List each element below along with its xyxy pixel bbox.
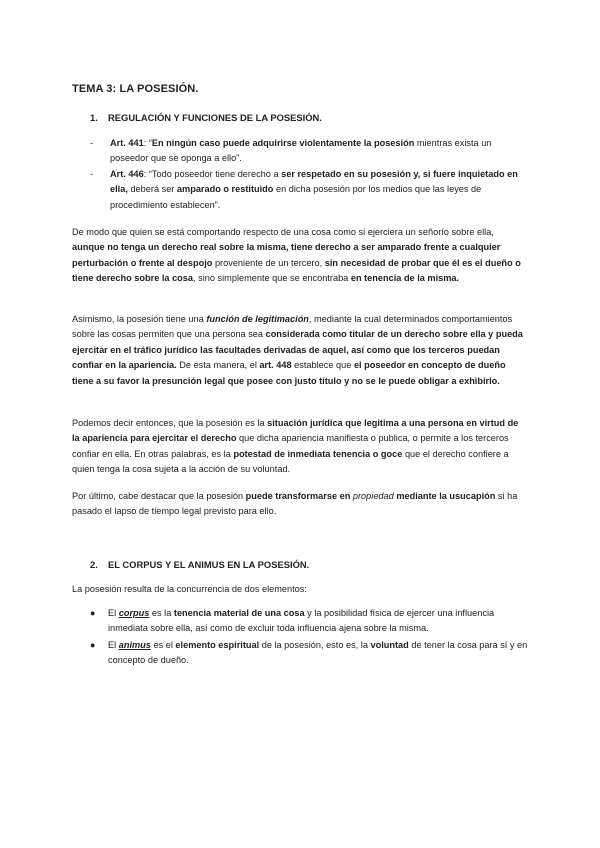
- section-label: EL CORPUS Y EL ANIMUS EN LA POSESIÓN.: [108, 559, 310, 570]
- bold-span: En ningún caso puede adquirirse violentamente la posesión: [151, 138, 415, 148]
- text-span: es la: [149, 608, 174, 618]
- section-heading-2: [90, 557, 309, 572]
- text-span: establece que: [291, 360, 354, 371]
- text-span: que el derecho confiere a quien tenga la cosa sujeta a la acción de su voluntad.: [72, 448, 509, 475]
- article-text: [110, 167, 528, 213]
- text-span: Asimismo, la posesión tiene una: [72, 314, 207, 324]
- dash-marker: -: [90, 169, 94, 179]
- list-item: [90, 606, 528, 637]
- bold-span: puede transformarse en: [245, 491, 353, 501]
- article-number: Art. 446: [110, 169, 144, 179]
- section-label: REGULACIÓN Y FUNCIONES DE LA POSESIÓN.: [108, 112, 322, 123]
- text-span: y la posibilidad física de ejercer una influencia inmediata sobre ella, así como de excluir toda influencia ajena sobre la misma.: [108, 608, 495, 634]
- bold-span: art. 448: [259, 360, 292, 371]
- text-span: mientras exista un poseedor que se oponga a ello”.: [110, 138, 492, 164]
- bold-span: en tenencia de la misma.: [350, 273, 460, 284]
- bold-italic-span: función de legitimación: [206, 314, 309, 324]
- paragraph: [72, 489, 528, 520]
- page-title: TEMA 3: LA POSESIÓN.: [72, 83, 199, 95]
- text-span: , sino simplemente que se encontraba: [193, 273, 351, 284]
- text-span: : “Todo poseedor tiene derecho a: [143, 169, 282, 179]
- bold-span: sin necesidad de probar que él es el dueño o tiene derecho sobre la cosa: [72, 257, 521, 284]
- text-span: Podemos decir entonces, que la posesión es la: [72, 418, 268, 428]
- list-item: [90, 638, 528, 669]
- text-span: en dicha posesión por los medios que las leyes de procedimiento establecen”.: [110, 184, 482, 210]
- bold-span: el poseedor en concepto de dueño tiene a su favor la presunción legal que posee con justo título y no se le puede obligar a exhibirlo.: [72, 360, 506, 386]
- bold-span: mediante la usucapión: [393, 491, 496, 501]
- section-heading-1: [90, 110, 322, 125]
- text-span: de la posesión, esto es, la: [259, 640, 371, 650]
- paragraph: [72, 416, 528, 478]
- bullet-marker: ●: [90, 640, 96, 650]
- bold-span: ser respetado en su posesión y, si fuere inquietado en ella,: [110, 169, 518, 195]
- text-span: deberá ser: [127, 184, 177, 195]
- article-item: [90, 136, 528, 167]
- section-number: 2.: [90, 559, 98, 570]
- text-span: El: [108, 640, 119, 650]
- text-span: de tener la cosa para sí y en concepto de dueño.: [108, 640, 528, 666]
- bold-span: aunque no tenga un derecho real sobre la misma, tiene derecho a ser amparado frente a cualquier perturbación o frente al despojo: [72, 242, 501, 268]
- text-span: : “: [143, 138, 152, 148]
- section-number: 1.: [90, 112, 98, 123]
- article-text: [110, 136, 528, 167]
- bold-span: voluntad: [370, 640, 409, 650]
- text-span: De modo que quien se está comportando respecto de una cosa como si ejerciera un señorío sobre ella,: [72, 227, 494, 237]
- italic-span: propiedad: [352, 491, 394, 501]
- text-span: que dicha apariencia manifiesta o publica, o permite a los terceros confiar en ella. En otras palabras, es la: [72, 433, 509, 459]
- text-span: El: [108, 608, 119, 618]
- term-corpus: corpus: [118, 608, 150, 618]
- bold-span: amparado o restituido: [176, 184, 274, 195]
- bold-span: situación jurídica que legitima a una persona en virtud de la apariencia para ejercitar el derecho: [72, 418, 519, 444]
- article-number: Art. 441: [110, 138, 144, 148]
- paragraph: [72, 312, 528, 389]
- list-item-text: [108, 638, 528, 669]
- bullet-marker: ●: [90, 608, 96, 618]
- text-span: proveniente de un tercero,: [212, 257, 325, 268]
- article-item: [90, 167, 528, 213]
- bold-span: potestad de inmediata tenencia o goce: [233, 448, 403, 459]
- text-span: , mediante la cual determinados comportamientos sobre las cosas permiten que una persona sea: [72, 314, 513, 340]
- bold-span: considerada como titular de un derecho sobre ella y pueda ejercitar en el tráfico jurídico las facultades derivadas de aquel, así como que los terceros puedan confiar en la apariencia.: [72, 329, 523, 371]
- text-span: De esta manera, el: [176, 360, 260, 371]
- bold-span: tenencia material de una cosa: [173, 608, 305, 618]
- term-animus: animus: [118, 640, 151, 650]
- text-span: Por último, cabe destacar que la posesión: [72, 491, 246, 501]
- text-span: si ha pasado el lapso de tiempo legal previsto para ello.: [72, 491, 518, 517]
- paragraph: [72, 225, 528, 287]
- text-span: es el: [150, 640, 176, 650]
- paragraph: La posesión resulta de la concurrencia de dos elementos:: [72, 584, 307, 594]
- list-item-text: [108, 606, 528, 637]
- dash-marker: -: [90, 138, 94, 148]
- bold-span: elemento espiritual: [175, 640, 260, 650]
